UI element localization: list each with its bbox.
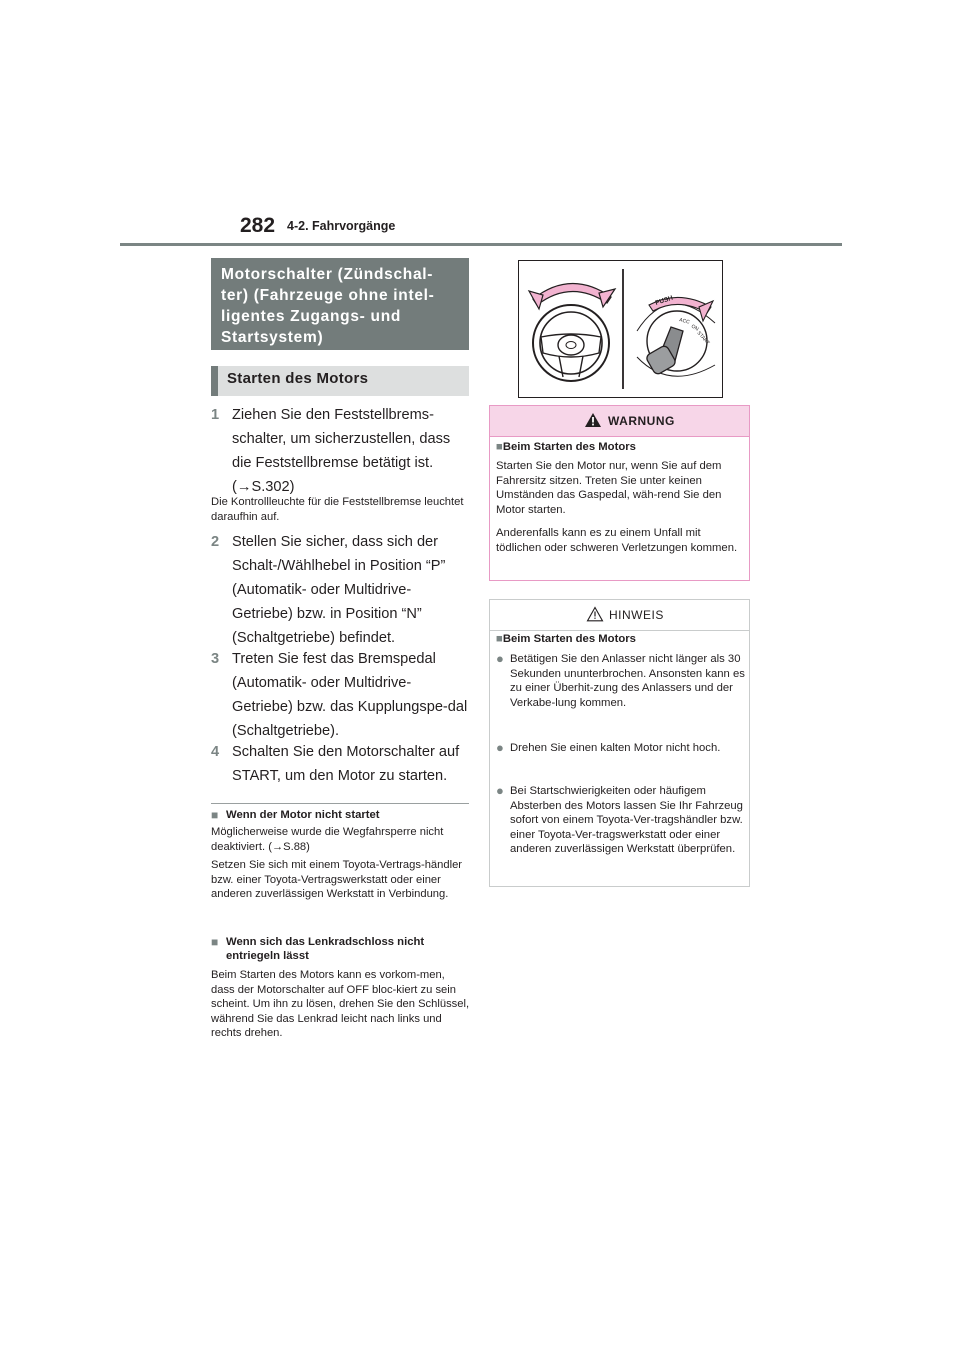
page-number: 282	[240, 214, 276, 237]
sub-title: Starten des Motors	[211, 366, 469, 396]
step-1-note: Die Kontrollleuchte für die Feststellbremse leuchtet daraufhin auf.	[211, 496, 464, 523]
hinweis-bullet: ● Bei Startschwierigkeiten oder häufigem Absterben des Motors lassen Sie Ihr Fahrzeug sofort von einem Toyota-Ver-tragshändler bzw. einer Toyota-Ver-tragswerkstatt oder einer anderen zuverlässigen Werkstatt überprüfen.	[496, 783, 743, 856]
warning-paragraph: Starten Sie den Motor nur, wenn Sie auf dem Fahrersitz sitzen. Treten Sie unter keinen Umständen das Gaspedal, wäh-rend Sie den Motor starten.	[496, 460, 722, 516]
step-4	[211, 740, 471, 788]
square-bullet-icon: ■	[211, 935, 219, 949]
paragraph: Möglicherweise wurde die Wegfahrsperre nicht deaktiviert. (→S.88)	[211, 826, 444, 853]
label-on: ON	[690, 323, 700, 333]
warning-header	[490, 406, 749, 437]
warning-heading: ■Beim Starten des Motors	[496, 441, 636, 453]
step-number: 3	[211, 651, 220, 667]
main-title-line: ter) (Fahrzeuge ohne intel-	[221, 287, 435, 304]
ignition-switch-icon	[637, 295, 715, 377]
step-number: 2	[211, 534, 220, 550]
step-2	[211, 530, 471, 650]
step-text: Treten Sie fest das Bremspedal (Automatik- oder Multidrive-Getriebe) bzw. das Kupplungspe-dal (Schaltgetriebe).	[232, 651, 468, 739]
step-number: 1	[211, 407, 220, 423]
step-number: 4	[211, 744, 220, 760]
round-bullet-icon: ●	[496, 783, 504, 798]
main-title	[211, 258, 469, 350]
warning-label: WARNUNG	[608, 414, 675, 428]
warning-paragraph: Anderenfalls kann es zu einem Unfall mit tödlichen oder schweren Verletzungen kommen.	[496, 527, 738, 554]
step-1	[211, 403, 471, 499]
paragraph: Setzen Sie sich mit einem Toyota-Vertrags-händler bzw. einer Toyota-Vertragswerkstatt oder einer anderen zuverlässigen Werkstatt in Verbindung.	[211, 859, 463, 900]
steering-wheel-icon	[533, 305, 609, 381]
main-title-line: Motorschalter (Zündschal-	[221, 266, 434, 283]
warning-box	[489, 405, 750, 581]
paragraph: Beim Starten des Motors kann es vorkom-men, dass der Motorschalter auf OFF bloc-kiert zu sein scheint. Um ihn zu lösen, drehen Sie den Schlüssel, während Sie das Lenkrad leicht nach links und rechts drehen.	[211, 969, 470, 1039]
hinweis-heading: ■Beim Starten des Motors	[496, 633, 636, 645]
label-push: PUSH	[654, 294, 674, 307]
square-bullet-icon: ■	[496, 441, 503, 453]
label-acc: ACC	[678, 317, 691, 326]
step-text: Schalten Sie den Motorschalter auf START, um den Motor zu starten.	[232, 744, 460, 784]
section-heading-lenkradschloss: ■ Wenn sich das Lenkradschloss nicht entriegeln lässt	[211, 935, 425, 962]
label-start: START	[695, 330, 711, 347]
round-bullet-icon: ●	[496, 740, 504, 755]
hinweis-box	[489, 599, 750, 887]
step-text: Stellen Sie sicher, dass sich der Schalt-/Wählhebel in Position “P” (Automatik- oder Multidrive-Getriebe) bzw. in Position “N” (Schaltgetriebe) befindet.	[232, 534, 446, 646]
step-3	[211, 647, 471, 743]
section-rule	[211, 803, 469, 804]
section-path: 4-2. Fahrvorgänge	[287, 219, 396, 233]
round-bullet-icon: ●	[496, 651, 504, 666]
hinweis-header	[490, 600, 749, 631]
hinweis-bullet: ● Betätigen Sie den Anlasser nicht länger als 30 Sekunden ununterbrochen. Ansonsten kann es zu einer Überhit-zung des Anlassers und der Verkabe-lung kommen.	[496, 651, 745, 709]
illustration-svg	[519, 261, 722, 397]
square-bullet-icon: ■	[496, 633, 503, 645]
hinweis-label: HINWEIS	[609, 608, 664, 622]
section-heading-motor-startet-nicht: ■ Wenn der Motor nicht startet	[211, 808, 380, 822]
main-title-line: ligentes Zugangs- und	[221, 308, 402, 325]
header-rule	[120, 243, 842, 246]
step-text: Ziehen Sie den Feststellbrems-schalter, um sicherzustellen, dass die Feststellbremse betätigt ist. (→S.302)	[232, 407, 451, 495]
illustration-steering-and-ignition	[518, 260, 723, 398]
main-title-line: Startsystem)	[221, 329, 324, 346]
hinweis-bullet: ● Drehen Sie einen kalten Motor nicht hoch.	[496, 740, 721, 755]
warning-triangle-icon	[584, 412, 602, 428]
square-bullet-icon: ■	[211, 808, 219, 822]
caution-triangle-outline-icon	[586, 606, 604, 622]
